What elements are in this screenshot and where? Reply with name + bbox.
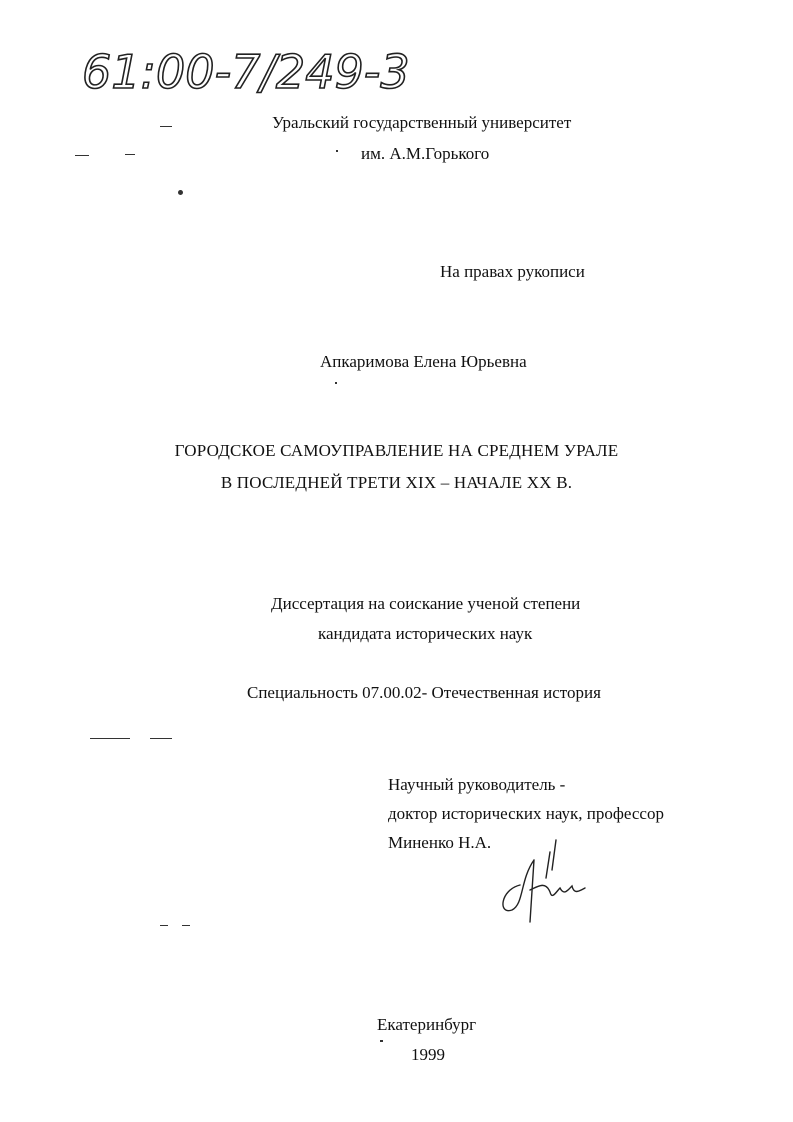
- archive-code-text: 61:00-7/249-3: [82, 45, 410, 99]
- scan-speck: [380, 1040, 383, 1042]
- scan-speck: [90, 738, 130, 739]
- signature: [490, 830, 600, 930]
- author-name: Апкаримова Елена Юрьевна: [320, 352, 527, 371]
- archive-code-handwritten: [82, 30, 482, 110]
- supervisor-name: Миненко Н.А.: [388, 833, 492, 852]
- scan-speck: [336, 150, 338, 152]
- footer-city: Екатеринбург: [377, 1015, 477, 1034]
- degree-line-1: Диссертация на соискание ученой степени: [271, 594, 581, 613]
- scan-speck: [75, 155, 89, 156]
- scan-speck: [335, 382, 337, 384]
- scan-speck: [182, 925, 190, 926]
- supervisor-credentials: доктор исторических наук, профессор: [388, 804, 664, 823]
- scan-speck: [178, 190, 183, 195]
- dissertation-title-line-2: В ПОСЛЕДНЕЙ ТРЕТИ XIX – НАЧАЛЕ XX В.: [220, 473, 573, 492]
- supervisor-label: Научный руководитель -: [388, 775, 566, 794]
- scan-speck: [160, 126, 172, 127]
- manuscript-rights: На правах рукописи: [440, 262, 585, 281]
- university-named-after: им. А.М.Горького: [361, 144, 490, 163]
- degree-line-2: кандидата исторических наук: [318, 624, 533, 643]
- scan-speck: [125, 154, 135, 155]
- scan-speck: [160, 925, 168, 926]
- footer-year: 1999: [411, 1045, 445, 1064]
- specialty: Специальность 07.00.02- Отечественная история: [247, 683, 601, 702]
- dissertation-title-line-1: ГОРОДСКОЕ САМОУПРАВЛЕНИЕ НА СРЕДНЕМ УРАЛЕ: [174, 441, 619, 460]
- university-name: Уральский государственный университет: [272, 113, 572, 132]
- scan-speck: [150, 738, 172, 739]
